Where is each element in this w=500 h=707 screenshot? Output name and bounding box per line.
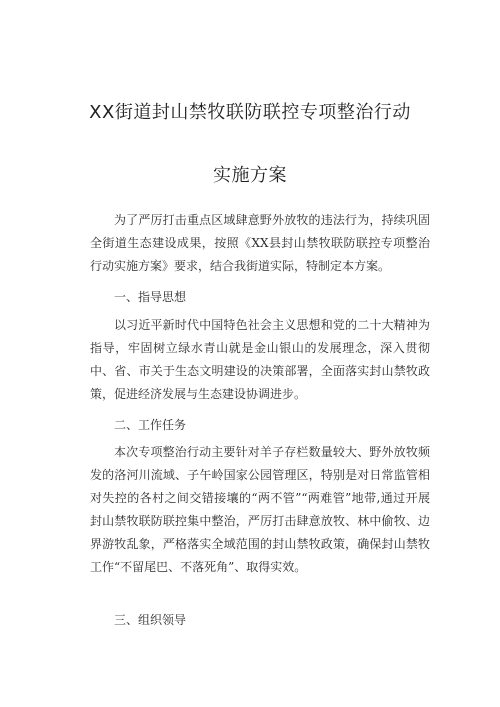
document-subtitle: 实施方案 — [213, 165, 287, 186]
section-heading-guiding-ideology: 一、指导思想 — [114, 290, 187, 304]
document-title: XX街道封山禁牧联防联控专项整治行动 — [89, 102, 411, 123]
section-paragraph-work-tasks: 本次专项整治行动主要针对羊子存栏数量较大、野外放牧频发的洛河川流域、子午岭国家公园管理区，特别是对日常监管相对失控的各村之间交错接壤的“两不管”“两难管”地带,通过开展封山禁牧联防联控集中整治，严厉打击肆意放牧、林中偷牧、边界游牧乱象，严格落实全域范围的封山禁牧政策，确保封山禁牧工作“不留尾巴、不落死角”、取得实效。 — [90, 445, 430, 574]
section-heading-work-tasks: 二、工作任务 — [114, 418, 187, 432]
section-paragraph-guiding-ideology: 以习近平新时代中国特色社会主义思想和党的二十大精神为指导，牢固树立绿水青山就是金山银山的发展理念，深入贯彻中、省、市关于生态文明建设的决策部署，全面落实封山禁牧政策，促进经济发展与生态建设协调进步。 — [90, 318, 430, 401]
intro-paragraph: 为了严厉打击重点区域肆意野外放牧的违法行为，持续巩固全街道生态建设成果，按照《XX县封山禁牧联防联控专项整治行动实施方案》要求，结合我街道实际，特制定本方案。 — [90, 213, 430, 273]
section-heading-organization: 三、组织领导 — [114, 613, 187, 627]
